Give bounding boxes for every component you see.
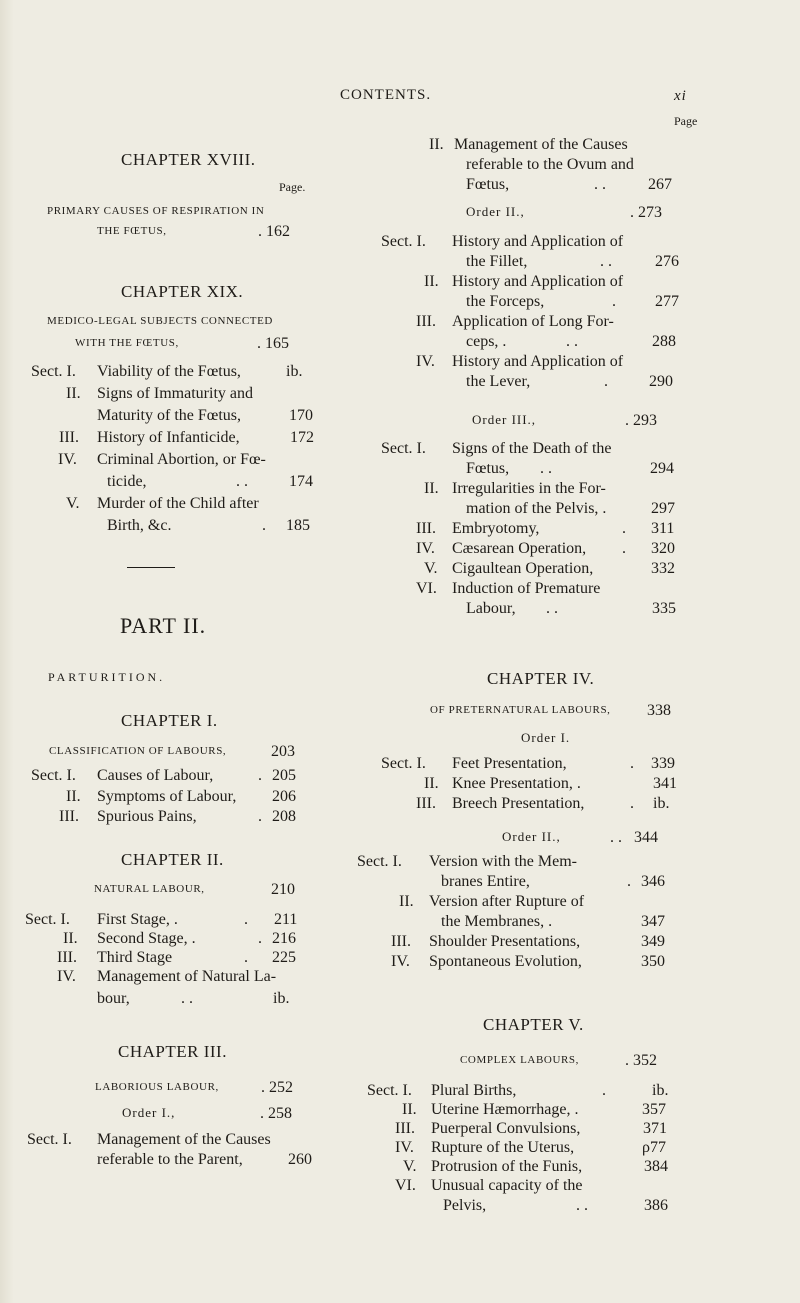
toc-page: 288 — [652, 333, 676, 350]
toc-entry-text: Fœtus, — [466, 460, 510, 477]
section-divider — [127, 567, 175, 568]
toc-num: Sect. I. — [31, 363, 76, 380]
toc-page: 297 — [651, 500, 675, 517]
toc-num: II. — [66, 788, 81, 805]
chapter-2-subject: NATURAL LABOUR, — [94, 883, 205, 895]
toc-entry-text: Version with the Mem- — [429, 853, 577, 870]
toc-num: IV. — [395, 1139, 414, 1156]
page-column-label: Page. — [279, 180, 306, 194]
chapter-2-subject-page: 210 — [271, 881, 295, 898]
toc-num: III. — [391, 933, 411, 950]
toc-num: Sect. I. — [25, 911, 70, 928]
toc-page: 225 — [272, 949, 296, 966]
toc-leader: . . — [566, 333, 578, 350]
chapter-5-subject: COMPLEX LABOURS, — [460, 1054, 580, 1066]
toc-entry-text: Breech Presentation, — [452, 795, 585, 812]
toc-entry-text: Cigaultean Operation, — [452, 560, 594, 577]
toc-entry-text: the Fillet, — [466, 253, 528, 270]
order-page: . 273 — [630, 204, 662, 221]
toc-entry-text: Spontaneous Evolution, — [429, 953, 582, 970]
toc-page: 276 — [655, 253, 679, 270]
toc-entry-text: History and Application of — [452, 353, 624, 370]
chapter-2-heading: CHAPTER II. — [121, 850, 224, 869]
toc-entry-text: Birth, &c. — [107, 517, 172, 534]
toc-page: 205 — [272, 767, 296, 784]
toc-entry-text: History and Application of — [452, 233, 624, 250]
toc-entry-text: Causes of Labour, — [97, 767, 214, 784]
toc-entry-text: Rupture of the Uterus, — [431, 1139, 575, 1156]
chapter-18-heading: CHAPTER XVIII. — [121, 150, 256, 169]
chapter-4-heading: CHAPTER IV. — [487, 669, 595, 688]
chapter-19-subject-page: . 165 — [257, 335, 289, 352]
toc-leader: . — [604, 373, 608, 390]
toc-page: 346 — [641, 873, 665, 890]
toc-page: 341 — [653, 775, 677, 792]
toc-num: III. — [57, 949, 77, 966]
toc-page: 170 — [289, 407, 313, 424]
toc-num: III. — [416, 313, 436, 330]
toc-leader: . — [612, 293, 616, 310]
toc-num: Sect. I. — [367, 1082, 412, 1099]
order-page: . 258 — [260, 1105, 292, 1122]
toc-num: III. — [416, 520, 436, 537]
toc-leader: . — [244, 911, 248, 928]
toc-page: 277 — [655, 293, 679, 310]
toc-num: IV. — [57, 968, 76, 985]
order-label: Order II., — [466, 204, 525, 219]
chapter-5-heading: CHAPTER V. — [483, 1015, 584, 1034]
toc-leader: . — [602, 1082, 606, 1099]
toc-num: IV. — [416, 353, 435, 370]
toc-page: 174 — [289, 473, 313, 490]
toc-entry-text: Management of the Causes — [454, 136, 628, 153]
toc-page: 260 — [288, 1151, 312, 1168]
toc-page: 384 — [644, 1158, 668, 1175]
toc-entry-text: mation of the Pelvis, . — [466, 500, 607, 517]
part-subtitle: PARTURITION. — [48, 670, 166, 684]
toc-num: IV. — [58, 451, 77, 468]
toc-entry-text: Second Stage, . — [97, 930, 196, 947]
toc-num: Sect. I. — [381, 233, 426, 250]
toc-leader: . — [258, 930, 262, 947]
toc-page: 386 — [644, 1197, 668, 1214]
toc-page: 208 — [272, 808, 296, 825]
toc-leader: . — [622, 520, 626, 537]
toc-num: III. — [59, 808, 79, 825]
toc-num: II. — [399, 893, 414, 910]
toc-num: Sect. I. — [381, 755, 426, 772]
toc-num: V. — [424, 560, 438, 577]
toc-leader: . . — [236, 473, 248, 490]
toc-entry-text: Signs of Immaturity and — [97, 385, 253, 402]
toc-entry-text: Maturity of the Fœtus, — [97, 407, 241, 424]
toc-page: 211 — [274, 911, 298, 928]
toc-entry-text: Fœtus, — [466, 176, 510, 193]
toc-entry-text: the Forceps, — [466, 293, 545, 310]
toc-entry-text: Criminal Abortion, or Fœ- — [97, 451, 266, 468]
toc-entry-text: Labour, — [466, 600, 516, 617]
toc-leader: . . — [594, 176, 606, 193]
page-edge-shadow — [0, 0, 14, 1303]
toc-num: IV. — [391, 953, 410, 970]
toc-num: IV. — [416, 540, 435, 557]
toc-leader: . — [630, 755, 634, 772]
toc-page: 216 — [272, 930, 296, 947]
order-page: . . 344 — [610, 829, 658, 846]
toc-leader: . — [244, 949, 248, 966]
chapter-1-subject: CLASSIFICATION OF LABOURS, — [49, 745, 227, 757]
toc-leader: . . — [546, 600, 558, 617]
toc-page: 349 — [641, 933, 665, 950]
toc-page: 339 — [651, 755, 675, 772]
toc-page: 371 — [643, 1120, 667, 1137]
toc-num: II. — [66, 385, 81, 402]
chapter-3-subject-page: . 252 — [261, 1079, 293, 1096]
toc-page: ib. — [653, 795, 670, 812]
toc-entry-text: Management of the Causes — [97, 1131, 271, 1148]
page-column-label: Page — [674, 114, 698, 128]
toc-entry-text: Puerperal Convulsions, — [431, 1120, 581, 1137]
toc-entry-text: Cæsarean Operation, — [452, 540, 587, 557]
toc-num: Sect. I. — [27, 1131, 72, 1148]
toc-page: 350 — [641, 953, 665, 970]
chapter-18-subject-cont: THE FŒTUS, — [97, 225, 167, 237]
toc-num: V. — [403, 1158, 417, 1175]
toc-leader: . — [258, 767, 262, 784]
toc-entry-text: Murder of the Child after — [97, 495, 259, 512]
order-label: Order II., — [502, 829, 561, 844]
toc-num: V. — [66, 495, 80, 512]
chapter-18-subject: PRIMARY CAUSES OF RESPIRATION IN — [47, 205, 265, 217]
toc-entry-text: Signs of the Death of the — [452, 440, 612, 457]
toc-entry-text: Symptoms of Labour, — [97, 788, 237, 805]
toc-entry-text: Induction of Premature — [452, 580, 601, 597]
toc-num: II. — [429, 136, 444, 153]
toc-entry-text: Application of Long For- — [452, 313, 614, 330]
toc-leader: . — [262, 517, 266, 534]
toc-entry-text: Knee Presentation, . — [452, 775, 581, 792]
toc-page: 290 — [649, 373, 673, 390]
chapter-3-subject: LABORIOUS LABOUR, — [95, 1081, 219, 1093]
toc-num: Sect. I. — [31, 767, 76, 784]
chapter-1-subject-page: 203 — [271, 743, 295, 760]
running-header-title: CONTENTS. — [340, 87, 432, 103]
toc-entry-text: Plural Births, — [431, 1082, 517, 1099]
toc-num: Sect. I. — [381, 440, 426, 457]
chapter-4-subject-page: 338 — [647, 702, 671, 719]
toc-leader: . — [627, 873, 631, 890]
toc-entry-text: the Lever, — [466, 373, 531, 390]
toc-page: 294 — [650, 460, 674, 477]
toc-entry-text: Management of Natural La- — [97, 968, 277, 985]
toc-entry-text: Embryotomy, — [452, 520, 540, 537]
toc-page: 172 — [290, 429, 314, 446]
order-page: . 293 — [625, 412, 657, 429]
toc-entry-text: History of Infanticide, — [97, 429, 240, 446]
toc-entry-text: ticide, — [107, 473, 147, 490]
order-label: Order III., — [472, 412, 537, 427]
toc-num: Sect. I. — [357, 853, 402, 870]
order-label: Order I. — [521, 730, 571, 745]
toc-entry-text: Unusual capacity of the — [431, 1177, 583, 1194]
toc-num: VI. — [395, 1177, 416, 1194]
toc-num: III. — [59, 429, 79, 446]
toc-entry-text: ceps, . — [466, 333, 507, 350]
toc-entry-text: referable to the Parent, — [97, 1151, 243, 1168]
toc-leader: . . — [540, 460, 552, 477]
toc-num: III. — [395, 1120, 415, 1137]
toc-entry-text: Protrusion of the Funis, — [431, 1158, 583, 1175]
toc-num: VI. — [416, 580, 437, 597]
toc-entry-text: referable to the Ovum and — [466, 156, 634, 173]
toc-entry-text: Irregularities in the For- — [452, 480, 606, 497]
toc-entry-text: Uterine Hæmorrhage, . — [431, 1101, 579, 1118]
toc-page: 332 — [651, 560, 675, 577]
toc-entry-text: Spurious Pains, — [97, 808, 197, 825]
toc-leader: . . — [576, 1197, 588, 1214]
toc-page: 267 — [648, 176, 672, 193]
chapter-4-subject: OF PRETERNATURAL LABOURS, — [430, 704, 611, 716]
toc-page: 206 — [272, 788, 296, 805]
toc-entry-text: Viability of the Fœtus, — [97, 363, 241, 380]
toc-page: 357 — [642, 1101, 666, 1118]
toc-entry-text: the Membranes, . — [441, 913, 553, 930]
toc-leader: . . — [181, 990, 193, 1007]
toc-page: ib. — [273, 990, 290, 1007]
toc-num: II. — [63, 930, 78, 947]
chapter-1-heading: CHAPTER I. — [121, 711, 218, 730]
toc-page: 347 — [641, 913, 665, 930]
toc-page: ib. — [286, 363, 303, 380]
order-label: Order I., — [122, 1105, 176, 1120]
chapter-18-subject-page: . 162 — [258, 223, 290, 240]
toc-entry-text: History and Application of — [452, 273, 624, 290]
toc-leader: . — [258, 808, 262, 825]
toc-entry-text: Version after Rupture of — [429, 893, 585, 910]
toc-page: 185 — [286, 517, 310, 534]
toc-page: 335 — [652, 600, 676, 617]
chapter-3-heading: CHAPTER III. — [118, 1042, 227, 1061]
toc-num: III. — [416, 795, 436, 812]
toc-num: II. — [424, 775, 439, 792]
toc-entry-text: bour, — [97, 990, 130, 1007]
toc-page: ib. — [652, 1082, 669, 1099]
toc-entry-text: Pelvis, — [443, 1197, 487, 1214]
toc-entry-text: branes Entire, — [441, 873, 530, 890]
toc-entry-text: Feet Presentation, — [452, 755, 567, 772]
chapter-19-subject: MEDICO-LEGAL SUBJECTS CONNECTED — [47, 315, 273, 327]
toc-leader: . — [622, 540, 626, 557]
chapter-19-heading: CHAPTER XIX. — [121, 282, 244, 301]
toc-entry-text: Third Stage — [97, 949, 173, 966]
toc-entry-text: Shoulder Presentations, — [429, 933, 581, 950]
toc-page: 320 — [651, 540, 675, 557]
toc-entry-text: First Stage, . — [97, 911, 178, 928]
toc-num: II. — [424, 273, 439, 290]
chapter-19-subject-cont: WITH THE FŒTUS, — [75, 337, 179, 349]
toc-page: ρ77 — [642, 1139, 666, 1156]
toc-num: II. — [424, 480, 439, 497]
part-heading: PART II. — [120, 613, 207, 638]
page-number: xi — [674, 88, 687, 104]
toc-page: 311 — [651, 520, 675, 537]
toc-leader: . — [630, 795, 634, 812]
chapter-5-subject-page: . 352 — [625, 1052, 657, 1069]
toc-leader: . . — [600, 253, 612, 270]
toc-num: II. — [402, 1101, 417, 1118]
